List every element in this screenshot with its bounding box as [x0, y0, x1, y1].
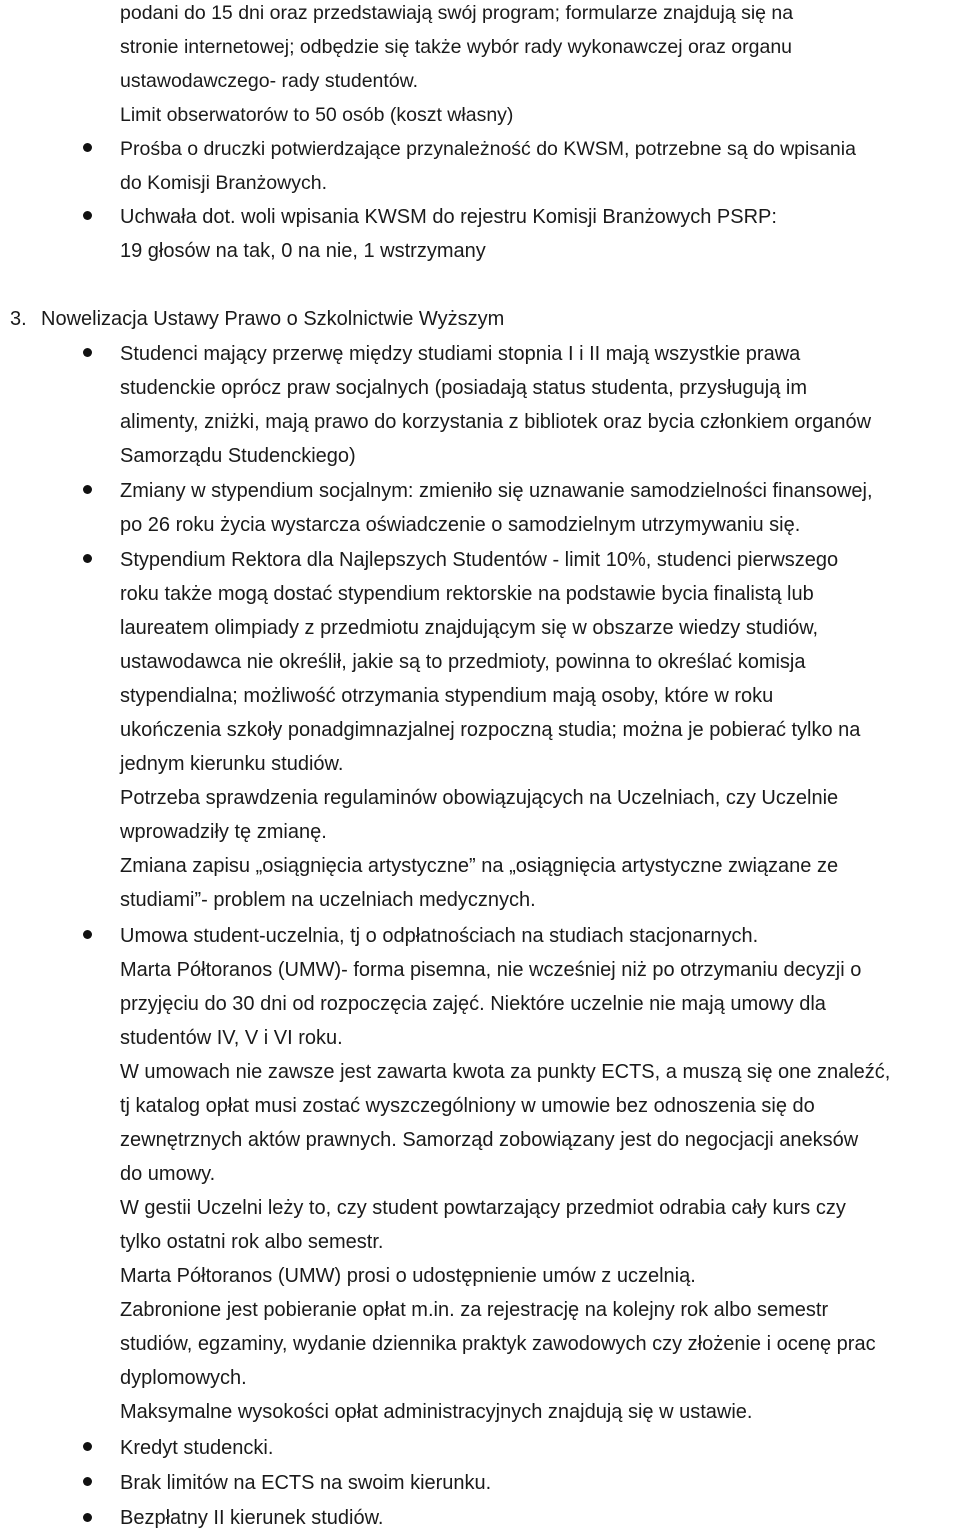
text-line: studiów, egzaminy, wydanie dziennika praktyk zawodowych czy złożenie i ocenę prac — [120, 1333, 876, 1355]
bullet-icon — [83, 348, 92, 357]
text-line: Limit obserwatorów to 50 osób (koszt własny) — [120, 104, 514, 126]
section-title: Nowelizacja Ustawy Prawo o Szkolnictwie Wyższym — [41, 308, 505, 330]
text-line: dyplomowych. — [120, 1367, 247, 1389]
bullet-icon — [83, 930, 92, 939]
text-line: Studenci mający przerwę między studiami stopnia I i II mają wszystkie prawa — [120, 343, 801, 365]
text-line: 19 głosów na tak, 0 na nie, 1 wstrzymany — [120, 240, 486, 262]
text-line: tylko ostatni rok albo semestr. — [120, 1231, 384, 1253]
text-line: alimenty, zniżki, mają prawo do korzystania z bibliotek oraz bycia członkiem organów — [120, 411, 872, 433]
text-line: studentów IV, V i VI roku. — [120, 1027, 343, 1049]
text-line: tj katalog opłat musi zostać wyszczególniony w umowie bez odnoszenia się do — [120, 1095, 815, 1117]
section-number: 3. — [10, 308, 27, 330]
text-line: Samorządu Studenckiego) — [120, 445, 356, 467]
text-line: Potrzeba sprawdzenia regulaminów obowiązujących na Uczelniach, czy Uczelnie — [120, 787, 839, 809]
text-line: Marta Półtoranos (UMW)- forma pisemna, nie wcześniej niż po otrzymaniu decyzji o — [120, 959, 862, 981]
text-line: zewnętrznych aktów prawnych. Samorząd zobowiązany jest do negocjacji aneksów — [120, 1129, 859, 1151]
text-line: do Komisji Branżowych. — [120, 172, 327, 194]
text-line: wprowadziły tę zmianę. — [120, 821, 327, 843]
text-line: W gestii Uczelni leży to, czy student powtarzający przedmiot odrabia cały kurs czy — [120, 1197, 846, 1219]
text-line: Kredyt studencki. — [120, 1437, 274, 1459]
text-line: ukończenia szkoły ponadgimnazjalnej rozpoczną studia; można je pobierać tylko na — [120, 719, 861, 741]
text-line: jednym kierunku studiów. — [120, 753, 344, 775]
text-line: W umowach nie zawsze jest zawarta kwota za punkty ECTS, a muszą się one znaleźć, — [120, 1061, 891, 1083]
text-line: laureatem olimpiady z przedmiotu znajdującym się w obszarze wiedzy studiów, — [120, 617, 819, 639]
text-line: stypendialna; możliwość otrzymania stypendium mają osoby, które w roku — [120, 685, 774, 707]
text-line: roku także mogą dostać stypendium rektorskie na podstawie bycia finalistą lub — [120, 583, 814, 605]
bullet-icon — [83, 1442, 92, 1451]
bullet-icon — [83, 143, 92, 152]
text-line: Zabronione jest pobieranie opłat m.in. za rejestrację na kolejny rok albo semestr — [120, 1299, 829, 1321]
bullet-icon — [83, 554, 92, 563]
bullet-icon — [83, 211, 92, 220]
text-line: Bezpłatny II kierunek studiów. — [120, 1507, 384, 1529]
text-line: Brak limitów na ECTS na swoim kierunku. — [120, 1472, 492, 1494]
bullet-icon — [83, 1513, 92, 1522]
text-line: Stypendium Rektora dla Najlepszych Studentów - limit 10%, studenci pierwszego — [120, 549, 839, 571]
text-line: Marta Półtoranos (UMW) prosi o udostępnienie umów z uczelnią. — [120, 1265, 696, 1287]
text-line: Uchwała dot. woli wpisania KWSM do rejestru Komisji Branżowych PSRP: — [120, 206, 777, 228]
text-line: do umowy. — [120, 1163, 216, 1185]
text-line: podani do 15 dni oraz przedstawiają swój program; formularze znajdują się na — [120, 2, 794, 24]
text-line: Zmiana zapisu „osiągnięcia artystyczne” na „osiągnięcia artystyczne związane ze — [120, 855, 839, 877]
text-line: stronie internetowej; odbędzie się także wybór rady wykonawczej oraz organu — [120, 36, 793, 58]
text-line: Maksymalne wysokości opłat administracyjnych znajdują się w ustawie. — [120, 1401, 753, 1423]
bullet-icon — [83, 1477, 92, 1486]
text-line: przyjęciu do 30 dni od rozpoczęcia zajęć. Niektóre uczelnie nie mają umowy dla — [120, 993, 826, 1015]
bullet-icon — [83, 485, 92, 494]
text-line: Prośba o druczki potwierdzające przynależność do KWSM, potrzebne są do wpisania — [120, 138, 856, 160]
text-line: ustawodawca nie określił, jakie są to przedmioty, powinna to określać komisja — [120, 651, 806, 673]
text-line: Zmiany w stypendium socjalnym: zmieniło się uznawanie samodzielności finansowej, — [120, 480, 873, 502]
text-line: studiami”- problem na uczelniach medycznych. — [120, 889, 536, 911]
text-line: ustawodawczego- rady studentów. — [120, 70, 419, 92]
text-line: studenckie oprócz praw socjalnych (posiadają status studenta, przysługują im — [120, 377, 808, 399]
text-line: po 26 roku życia wystarcza oświadczenie o samodzielnym utrzymywaniu się. — [120, 514, 801, 536]
text-line: Umowa student-uczelnia, tj o odpłatnościach na studiach stacjonarnych. — [120, 925, 759, 947]
